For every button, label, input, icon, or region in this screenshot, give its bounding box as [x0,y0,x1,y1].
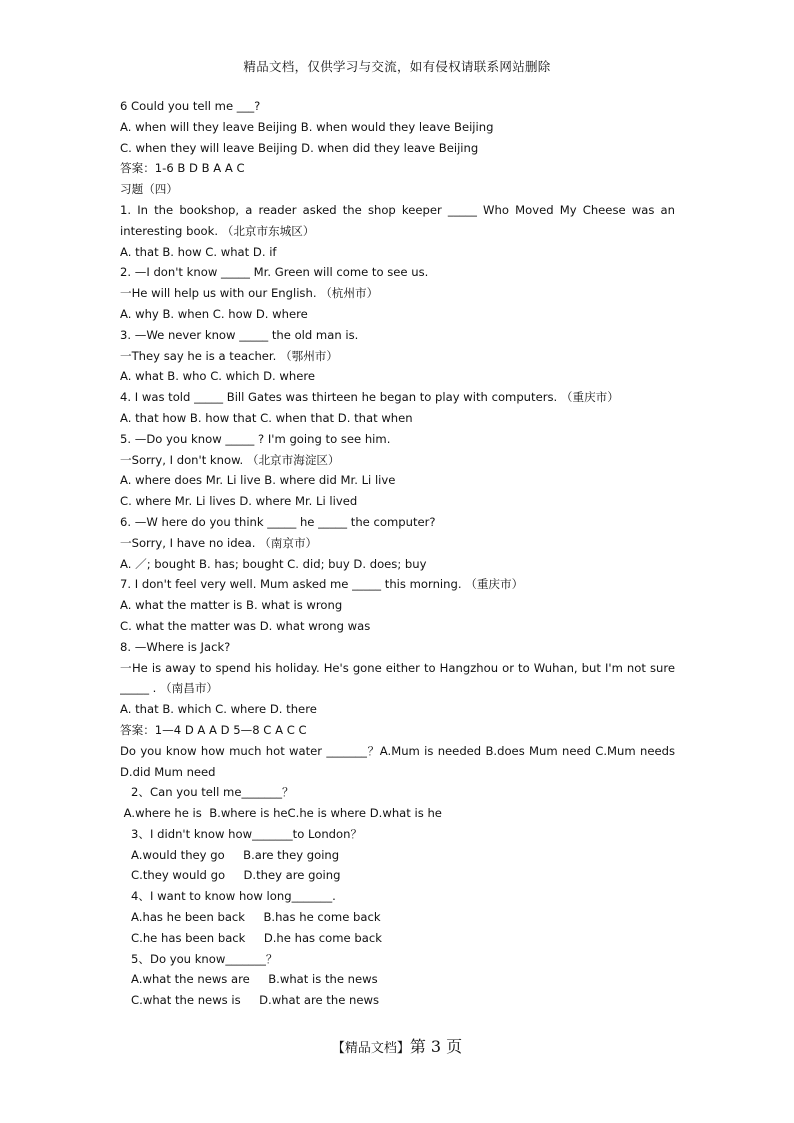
option-line: A.has he been back B.has he come back [120,910,381,925]
option-line: C.they would go D.they are going [120,868,341,883]
answer-line: 答案：1-6 B D B A A C [120,161,245,176]
option-line: C.what the news is D.what are the news [120,993,380,1008]
option-line: A. why B. when C. how D. where [120,306,308,321]
footer-tag: 【精品文档】 [331,1041,410,1056]
question-line: Do you know how much hot water _______？A.Mum is needed B.does Mum need C.Mum needs D.did Mum need [120,743,675,779]
page-number: 第 3 页 [409,1037,463,1056]
option-line: A. that B. how C. what D. if [120,244,277,259]
question-line: 3、I didn't know how_______to London？ [120,826,363,841]
dialog-line: 一He will help us with our English. （杭州市） [120,286,379,301]
dialog-line: 一Sorry, I don't know. （北京市海淀区） [120,452,340,467]
option-line: A. what the matter is B. what is wrong [120,598,343,613]
question-line: 2. —I don't know _____ Mr. Green will come to see us. [120,265,429,280]
section-heading: 习题（四） [120,182,178,197]
option-line: A. when will they leave Beijing B. when would they leave Beijing [120,119,494,134]
question-line: 4、I want to know how long_______. [120,889,336,904]
option-line: A. that B. which C. where D. there [120,702,317,717]
question-line: 5、Do you know_______？ [120,951,278,966]
option-line: A.what the news are B.what is the news [120,972,378,987]
option-line: A. where does Mr. Li live B. where did Mr. Li live [120,473,396,488]
dialog-line: 一They say he is a teacher. （鄂州市） [120,348,338,363]
question-line: 6. —W here do you think _____ he _____ the computer? [120,514,436,529]
option-line: A. what B. who C. which D. where [120,369,316,384]
question-line: 8. —Where is Jack? [120,639,231,654]
question-line: 1. In the bookshop, a reader asked the shop keeper _____ Who Moved My Cheese was an interesting book. （北京市东城区） [120,202,675,238]
question-line: 4. I was told _____ Bill Gates was thirteen he began to play with computers. （重庆市） [120,390,619,405]
question-line: 3. —We never know _____ the old man is. [120,327,359,342]
document-body [120,96,675,1011]
option-line: A. that how B. how that C. when that D. that when [120,410,413,425]
question-line: 2、Can you tell me_______？ [120,785,294,800]
question-line: 7. I don't feel very well. Mum asked me _____ this morning. （重庆市） [120,577,524,592]
option-line: C. where Mr. Li lives D. where Mr. Li lived [120,494,358,509]
page-header: 精品文档，仅供学习与交流，如有侵权请联系网站删除 [243,59,551,74]
option-line: C.he has been back D.he has come back [120,930,382,945]
option-line: C. what the matter was D. what wrong was [120,618,371,633]
option-line: A.would they go B.are they going [120,847,340,862]
question-line: 6 Could you tell me ___? [120,99,261,113]
dialog-line: 一He is away to spend his holiday. He's gone either to Hangzhou or to Wuhan, but I'm not sure _____ . （南昌市） [120,660,675,696]
dialog-line: 一Sorry, I have no idea. （南京市） [120,535,318,550]
option-line: A.where he is B.where is heC.he is where D.what is he [120,806,442,821]
answer-line: 答案：1—4 D A A D 5—8 C A C C [120,722,307,737]
page-footer [0,1034,794,1057]
option-line: C. when they will leave Beijing D. when did they leave Beijing [120,140,479,155]
question-line: 5. —Do you know _____ ? I'm going to see him. [120,431,391,446]
option-line: A. ／; bought B. has; bought C. did; buy D. does; buy [120,556,427,571]
